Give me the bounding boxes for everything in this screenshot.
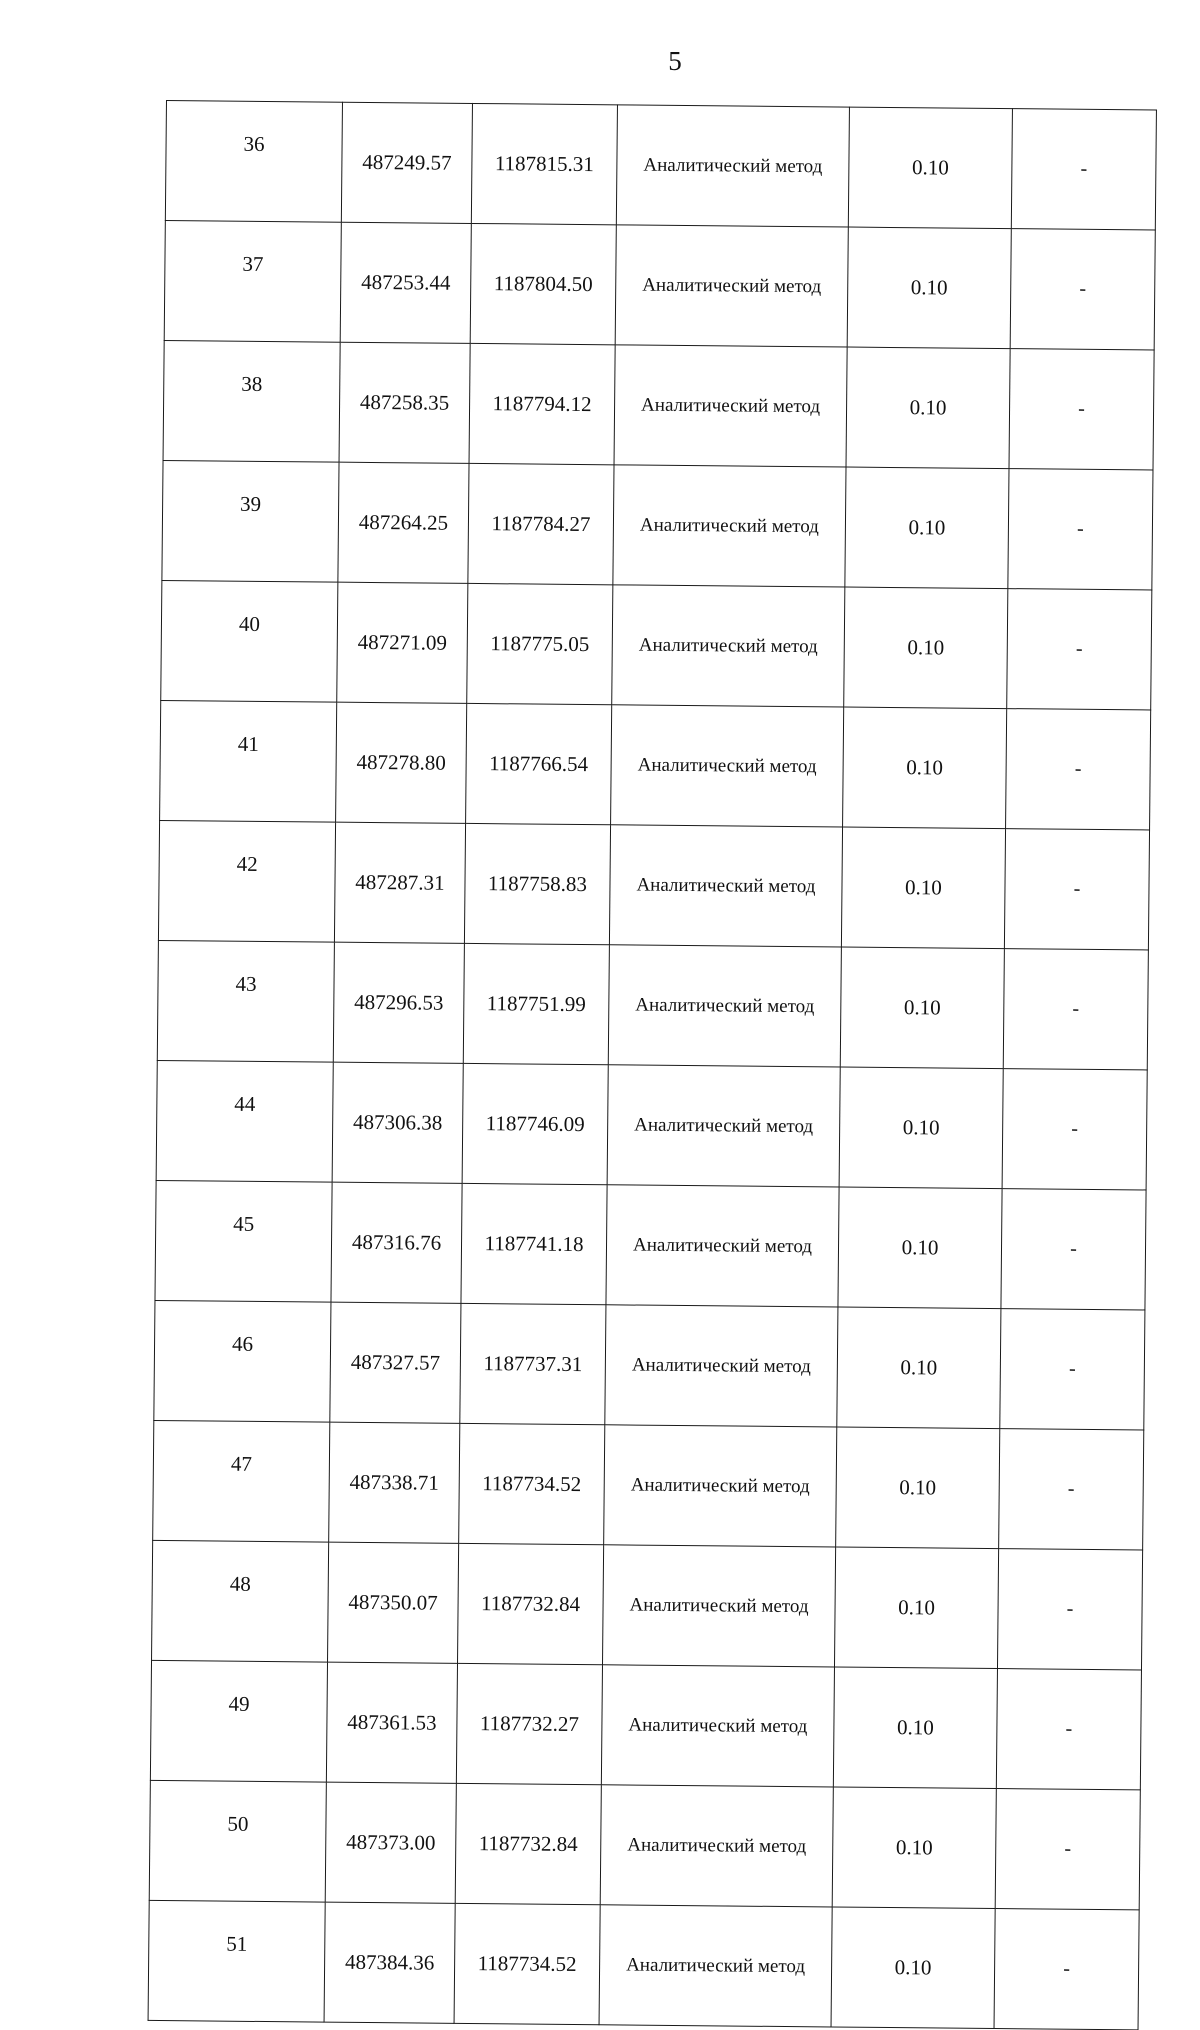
table-row bbox=[148, 1900, 1139, 2029]
coordinate-x-cell: 487350.07 bbox=[328, 1542, 459, 1663]
point-number-cell: 40 bbox=[161, 580, 338, 702]
accuracy-cell: 0.10 bbox=[838, 1187, 1002, 1309]
coordinate-y-cell: 1187784.27 bbox=[468, 463, 614, 584]
coordinate-x-cell: 487306.38 bbox=[332, 1062, 463, 1183]
method-cell: Аналитический метод bbox=[613, 465, 846, 587]
point-number-cell: 37 bbox=[164, 220, 341, 342]
accuracy-cell: 0.10 bbox=[832, 1787, 996, 1909]
note-cell: - bbox=[1001, 1189, 1146, 1310]
coordinate-x-cell: 487373.00 bbox=[325, 1782, 456, 1903]
table-row bbox=[161, 580, 1152, 709]
coordinate-y-cell: 1187815.31 bbox=[471, 103, 617, 224]
method-cell: Аналитический метод bbox=[600, 1785, 833, 1907]
note-cell: - bbox=[1008, 469, 1153, 590]
method-cell: Аналитический метод bbox=[604, 1425, 837, 1547]
accuracy-cell: 0.10 bbox=[847, 227, 1011, 349]
table-row bbox=[155, 1180, 1146, 1309]
point-number-cell: 42 bbox=[158, 820, 335, 942]
method-cell: Аналитический метод bbox=[605, 1305, 838, 1427]
point-number-cell: 43 bbox=[157, 940, 334, 1062]
coordinate-y-cell: 1187732.27 bbox=[456, 1663, 602, 1784]
note-cell: - bbox=[995, 1789, 1140, 1910]
method-cell: Аналитический метод bbox=[602, 1545, 835, 1667]
coordinate-x-cell: 487384.36 bbox=[324, 1902, 455, 2023]
method-cell: Аналитический метод bbox=[611, 705, 844, 827]
coordinate-y-cell: 1187758.83 bbox=[464, 823, 610, 944]
point-number-cell: 49 bbox=[150, 1660, 327, 1782]
coordinate-x-cell: 487258.35 bbox=[339, 342, 470, 463]
accuracy-cell: 0.10 bbox=[839, 1067, 1003, 1189]
coordinate-x-cell: 487271.09 bbox=[337, 582, 468, 703]
point-number-cell: 44 bbox=[156, 1060, 333, 1182]
coordinates-table bbox=[148, 100, 1157, 2030]
coordinate-y-cell: 1187741.18 bbox=[461, 1183, 607, 1304]
note-cell: - bbox=[1000, 1309, 1145, 1430]
note-cell: - bbox=[1009, 349, 1154, 470]
accuracy-cell: 0.10 bbox=[836, 1427, 1000, 1549]
table-row bbox=[157, 940, 1148, 1069]
coordinate-y-cell: 1187751.99 bbox=[463, 943, 609, 1064]
point-number-cell: 48 bbox=[152, 1540, 329, 1662]
coordinate-y-cell: 1187734.52 bbox=[459, 1423, 605, 1544]
coordinate-x-cell: 487361.53 bbox=[326, 1662, 457, 1783]
coordinate-y-cell: 1187734.52 bbox=[454, 1903, 600, 2024]
coordinate-x-cell: 487287.31 bbox=[334, 822, 465, 943]
table-row bbox=[163, 340, 1154, 469]
accuracy-cell: 0.10 bbox=[845, 467, 1009, 589]
note-cell: - bbox=[1002, 1069, 1147, 1190]
method-cell: Аналитический метод bbox=[616, 105, 849, 227]
accuracy-cell: 0.10 bbox=[846, 347, 1010, 469]
point-number-cell: 41 bbox=[160, 700, 337, 822]
table-row bbox=[156, 1060, 1147, 1189]
note-cell: - bbox=[1003, 949, 1148, 1070]
coordinate-x-cell: 487253.44 bbox=[340, 222, 471, 343]
note-cell: - bbox=[997, 1549, 1142, 1670]
table-row bbox=[150, 1660, 1141, 1789]
coordinate-x-cell: 487338.71 bbox=[329, 1422, 460, 1543]
note-cell: - bbox=[1011, 109, 1156, 230]
point-number-cell: 36 bbox=[165, 101, 342, 223]
note-cell: - bbox=[1006, 709, 1151, 830]
note-cell: - bbox=[996, 1669, 1141, 1790]
table-row bbox=[160, 700, 1151, 829]
accuracy-cell: 0.10 bbox=[837, 1307, 1001, 1429]
note-cell: - bbox=[994, 1909, 1139, 2030]
point-number-cell: 51 bbox=[148, 1900, 325, 2022]
accuracy-cell: 0.10 bbox=[833, 1667, 997, 1789]
note-cell: - bbox=[1004, 829, 1149, 950]
coordinate-y-cell: 1187746.09 bbox=[462, 1063, 608, 1184]
table-row bbox=[165, 101, 1156, 230]
note-cell: - bbox=[1010, 229, 1155, 350]
page-number: 5 bbox=[668, 46, 682, 76]
coordinates-table-wrapper bbox=[148, 100, 1157, 2030]
coordinate-y-cell: 1187775.05 bbox=[467, 583, 613, 704]
point-number-cell: 39 bbox=[162, 460, 339, 582]
coordinate-x-cell: 487316.76 bbox=[331, 1182, 462, 1303]
accuracy-cell: 0.10 bbox=[834, 1547, 998, 1669]
accuracy-cell: 0.10 bbox=[840, 947, 1004, 1069]
table-row bbox=[153, 1420, 1144, 1549]
table-row bbox=[152, 1540, 1143, 1669]
coordinate-x-cell: 487278.80 bbox=[336, 702, 467, 823]
coordinate-y-cell: 1187732.84 bbox=[455, 1783, 601, 1904]
coordinate-x-cell: 487264.25 bbox=[338, 462, 469, 583]
coordinate-y-cell: 1187766.54 bbox=[466, 703, 612, 824]
accuracy-cell: 0.10 bbox=[844, 587, 1008, 709]
table-row bbox=[149, 1780, 1140, 1909]
accuracy-cell: 0.10 bbox=[848, 107, 1012, 229]
point-number-cell: 46 bbox=[154, 1300, 331, 1422]
note-cell: - bbox=[999, 1429, 1144, 1550]
point-number-cell: 45 bbox=[155, 1180, 332, 1302]
accuracy-cell: 0.10 bbox=[841, 827, 1005, 949]
coordinate-x-cell: 487249.57 bbox=[341, 102, 472, 223]
method-cell: Аналитический метод bbox=[606, 1185, 839, 1307]
accuracy-cell: 0.10 bbox=[843, 707, 1007, 829]
point-number-cell: 38 bbox=[163, 340, 340, 462]
coordinate-x-cell: 487327.57 bbox=[330, 1302, 461, 1423]
method-cell: Аналитический метод bbox=[612, 585, 845, 707]
method-cell: Аналитический метод bbox=[601, 1665, 834, 1787]
method-cell: Аналитический метод bbox=[599, 1905, 832, 2027]
coordinate-y-cell: 1187804.50 bbox=[470, 223, 616, 344]
method-cell: Аналитический метод bbox=[609, 825, 842, 947]
table-row bbox=[158, 820, 1149, 949]
coordinate-y-cell: 1187794.12 bbox=[469, 343, 615, 464]
coordinates-table-body bbox=[148, 101, 1156, 2030]
table-row bbox=[164, 220, 1155, 349]
coordinate-y-cell: 1187737.31 bbox=[460, 1303, 606, 1424]
point-number-cell: 50 bbox=[149, 1780, 326, 1902]
coordinate-y-cell: 1187732.84 bbox=[458, 1543, 604, 1664]
accuracy-cell: 0.10 bbox=[831, 1907, 995, 2029]
table-row bbox=[162, 460, 1153, 589]
method-cell: Аналитический метод bbox=[608, 945, 841, 1067]
coordinate-x-cell: 487296.53 bbox=[333, 942, 464, 1063]
method-cell: Аналитический метод bbox=[607, 1065, 840, 1187]
point-number-cell: 47 bbox=[153, 1420, 330, 1542]
table-row bbox=[154, 1300, 1145, 1429]
note-cell: - bbox=[1007, 589, 1152, 710]
method-cell: Аналитический метод bbox=[615, 225, 848, 347]
method-cell: Аналитический метод bbox=[614, 345, 847, 467]
